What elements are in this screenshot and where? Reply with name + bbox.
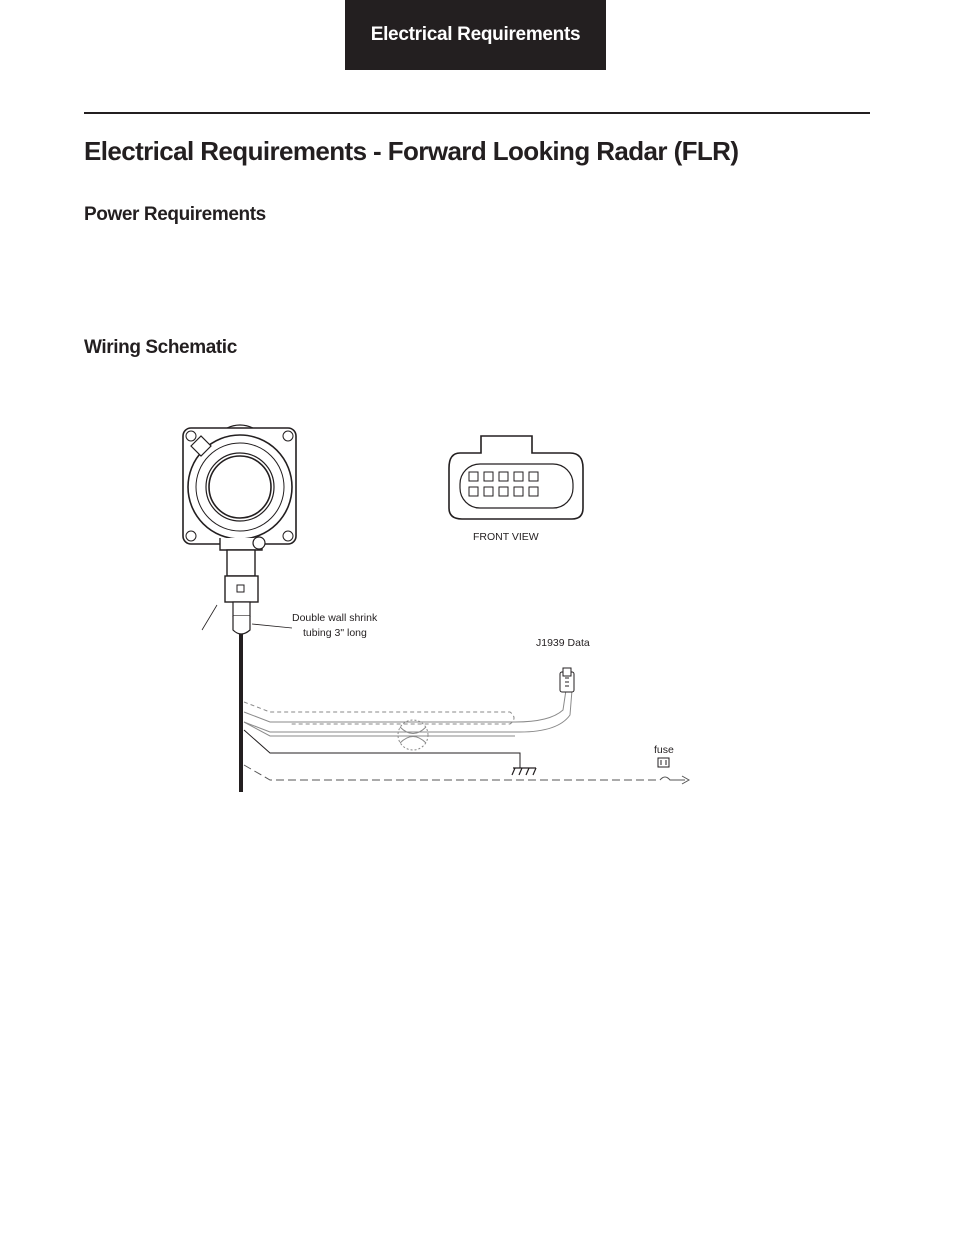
radar-unit	[183, 425, 296, 576]
section-tab-label: Electrical Requirements	[370, 24, 581, 45]
j1939-data-connector	[560, 668, 574, 692]
fuse-label: fuse	[654, 744, 674, 756]
power-requirements-heading: Power Requirements	[84, 204, 266, 225]
shrink-tubing-leader	[252, 624, 292, 628]
header-divider	[84, 112, 870, 114]
j1939-data-label: J1939 Data	[536, 637, 590, 649]
page-title: Electrical Requirements - Forward Looking Radar (FLR)	[84, 136, 739, 166]
shrink-tubing-label-line1: Double wall shrink	[292, 612, 378, 624]
front-view-connector	[449, 436, 583, 519]
front-view-caption: FRONT VIEW	[473, 531, 539, 543]
branch-wires	[244, 690, 689, 784]
wiring-schematic-diagram	[170, 420, 710, 800]
wiring-schematic-heading: Wiring Schematic	[84, 337, 237, 358]
fuse-icon	[658, 758, 669, 767]
radar-pigtail-connector	[202, 576, 258, 634]
section-tab	[345, 0, 606, 70]
shrink-tubing-label-line2: tubing 3" long	[303, 627, 367, 639]
ground-symbol	[512, 768, 536, 775]
